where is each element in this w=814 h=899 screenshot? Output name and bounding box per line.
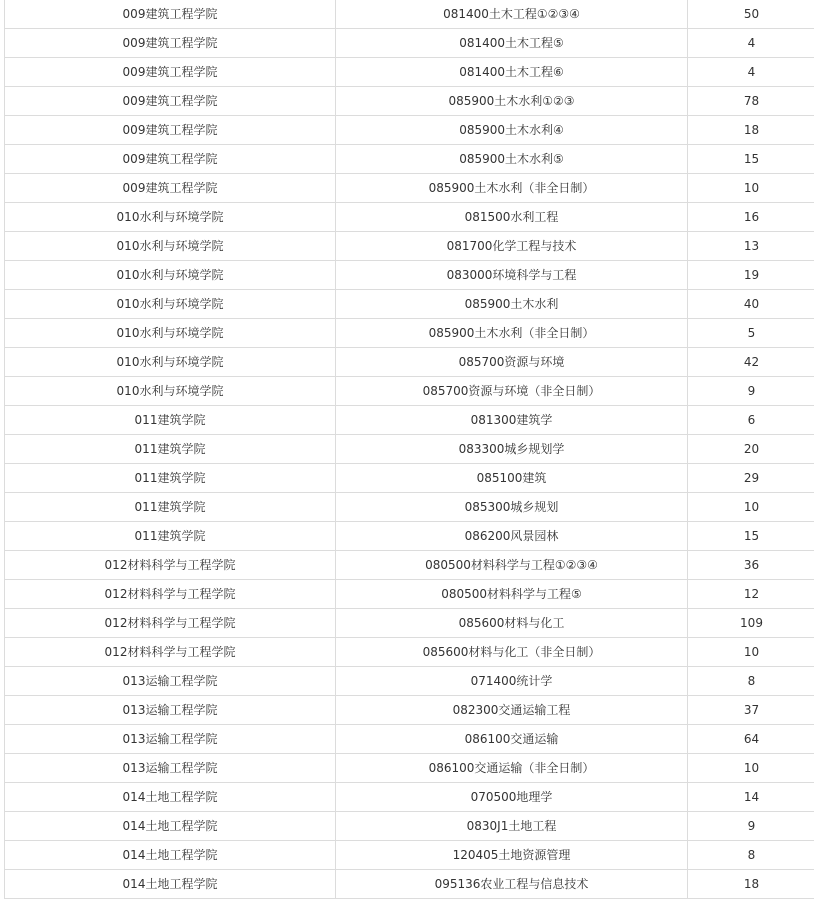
major-cell: 071400统计学: [336, 667, 688, 696]
count-cell: 10: [688, 638, 814, 667]
college-cell: 014土地工程学院: [5, 841, 336, 870]
table-row: [5, 203, 814, 232]
college-cell: 013运输工程学院: [5, 667, 336, 696]
major-cell: 086100交通运输: [336, 725, 688, 754]
major-cell: 082300交通运输工程: [336, 696, 688, 725]
college-cell: 010水利与环境学院: [5, 261, 336, 290]
table-row: [5, 522, 814, 551]
major-cell: 083300城乡规划学: [336, 435, 688, 464]
table-row: [5, 377, 814, 406]
table-row: [5, 435, 814, 464]
major-cell: 080500材料科学与工程①②③④: [336, 551, 688, 580]
table-row: [5, 870, 814, 899]
count-cell: 19: [688, 261, 814, 290]
major-cell: 085600材料与化工: [336, 609, 688, 638]
major-cell: 086100交通运输（非全日制）: [336, 754, 688, 783]
table-row: [5, 464, 814, 493]
college-cell: 011建筑学院: [5, 493, 336, 522]
major-cell: 080500材料科学与工程⑤: [336, 580, 688, 609]
count-cell: 4: [688, 29, 814, 58]
major-cell: 081500水利工程: [336, 203, 688, 232]
major-cell: 085900土木水利①②③: [336, 87, 688, 116]
college-cell: 014土地工程学院: [5, 812, 336, 841]
table-row: [5, 290, 814, 319]
major-cell: 095136农业工程与信息技术: [336, 870, 688, 899]
major-cell: 085900土木水利（非全日制）: [336, 319, 688, 348]
count-cell: 10: [688, 174, 814, 203]
major-cell: 081300建筑学: [336, 406, 688, 435]
table-row: [5, 493, 814, 522]
college-cell: 009建筑工程学院: [5, 174, 336, 203]
major-cell: 085600材料与化工（非全日制）: [336, 638, 688, 667]
college-cell: 011建筑学院: [5, 522, 336, 551]
table-row: [5, 667, 814, 696]
enrollment-table: [4, 0, 814, 899]
table-row: [5, 812, 814, 841]
table-row: [5, 551, 814, 580]
major-cell: 085900土木水利④: [336, 116, 688, 145]
college-cell: 013运输工程学院: [5, 754, 336, 783]
count-cell: 37: [688, 696, 814, 725]
major-cell: 085100建筑: [336, 464, 688, 493]
table-row: [5, 696, 814, 725]
count-cell: 20: [688, 435, 814, 464]
major-cell: 083000环境科学与工程: [336, 261, 688, 290]
count-cell: 5: [688, 319, 814, 348]
count-cell: 15: [688, 522, 814, 551]
college-cell: 014土地工程学院: [5, 783, 336, 812]
count-cell: 50: [688, 0, 814, 29]
college-cell: 010水利与环境学院: [5, 203, 336, 232]
table-row: [5, 406, 814, 435]
table-body: [5, 0, 814, 899]
college-cell: 010水利与环境学院: [5, 232, 336, 261]
college-cell: 011建筑学院: [5, 464, 336, 493]
college-cell: 009建筑工程学院: [5, 87, 336, 116]
major-cell: 0830J1土地工程: [336, 812, 688, 841]
college-cell: 012材料科学与工程学院: [5, 638, 336, 667]
count-cell: 8: [688, 667, 814, 696]
table-row: [5, 754, 814, 783]
college-cell: 010水利与环境学院: [5, 377, 336, 406]
table-row: [5, 841, 814, 870]
count-cell: 78: [688, 87, 814, 116]
college-cell: 013运输工程学院: [5, 725, 336, 754]
count-cell: 36: [688, 551, 814, 580]
count-cell: 14: [688, 783, 814, 812]
college-cell: 013运输工程学院: [5, 696, 336, 725]
count-cell: 64: [688, 725, 814, 754]
table-row: [5, 261, 814, 290]
college-cell: 009建筑工程学院: [5, 58, 336, 87]
count-cell: 9: [688, 812, 814, 841]
table-row: [5, 609, 814, 638]
college-cell: 012材料科学与工程学院: [5, 551, 336, 580]
count-cell: 40: [688, 290, 814, 319]
college-cell: 012材料科学与工程学院: [5, 609, 336, 638]
college-cell: 012材料科学与工程学院: [5, 580, 336, 609]
table-row: [5, 348, 814, 377]
table-row: [5, 29, 814, 58]
major-cell: 086200风景园林: [336, 522, 688, 551]
major-cell: 081700化学工程与技术: [336, 232, 688, 261]
table-row: [5, 58, 814, 87]
count-cell: 16: [688, 203, 814, 232]
count-cell: 8: [688, 841, 814, 870]
count-cell: 13: [688, 232, 814, 261]
college-cell: 009建筑工程学院: [5, 145, 336, 174]
table-row: [5, 725, 814, 754]
count-cell: 29: [688, 464, 814, 493]
table-row: [5, 174, 814, 203]
college-cell: 009建筑工程学院: [5, 0, 336, 29]
count-cell: 109: [688, 609, 814, 638]
major-cell: 081400土木工程⑥: [336, 58, 688, 87]
major-cell: 070500地理学: [336, 783, 688, 812]
college-cell: 011建筑学院: [5, 406, 336, 435]
major-cell: 085900土木水利⑤: [336, 145, 688, 174]
count-cell: 4: [688, 58, 814, 87]
major-cell: 085900土木水利（非全日制）: [336, 174, 688, 203]
count-cell: 6: [688, 406, 814, 435]
count-cell: 10: [688, 754, 814, 783]
major-cell: 120405土地资源管理: [336, 841, 688, 870]
count-cell: 9: [688, 377, 814, 406]
college-cell: 010水利与环境学院: [5, 290, 336, 319]
count-cell: 18: [688, 116, 814, 145]
table-row: [5, 783, 814, 812]
table-row: [5, 87, 814, 116]
table-row: [5, 0, 814, 29]
college-cell: 011建筑学院: [5, 435, 336, 464]
college-cell: 014土地工程学院: [5, 870, 336, 899]
table-row: [5, 145, 814, 174]
table-row: [5, 232, 814, 261]
count-cell: 15: [688, 145, 814, 174]
major-cell: 085700资源与环境（非全日制）: [336, 377, 688, 406]
count-cell: 42: [688, 348, 814, 377]
major-cell: 085900土木水利: [336, 290, 688, 319]
table-row: [5, 116, 814, 145]
count-cell: 12: [688, 580, 814, 609]
major-cell: 081400土木工程①②③④: [336, 0, 688, 29]
college-cell: 010水利与环境学院: [5, 348, 336, 377]
college-cell: 009建筑工程学院: [5, 29, 336, 58]
count-cell: 18: [688, 870, 814, 899]
major-cell: 081400土木工程⑤: [336, 29, 688, 58]
major-cell: 085700资源与环境: [336, 348, 688, 377]
table-row: [5, 638, 814, 667]
table-row: [5, 580, 814, 609]
college-cell: 009建筑工程学院: [5, 116, 336, 145]
major-cell: 085300城乡规划: [336, 493, 688, 522]
table-row: [5, 319, 814, 348]
college-cell: 010水利与环境学院: [5, 319, 336, 348]
count-cell: 10: [688, 493, 814, 522]
